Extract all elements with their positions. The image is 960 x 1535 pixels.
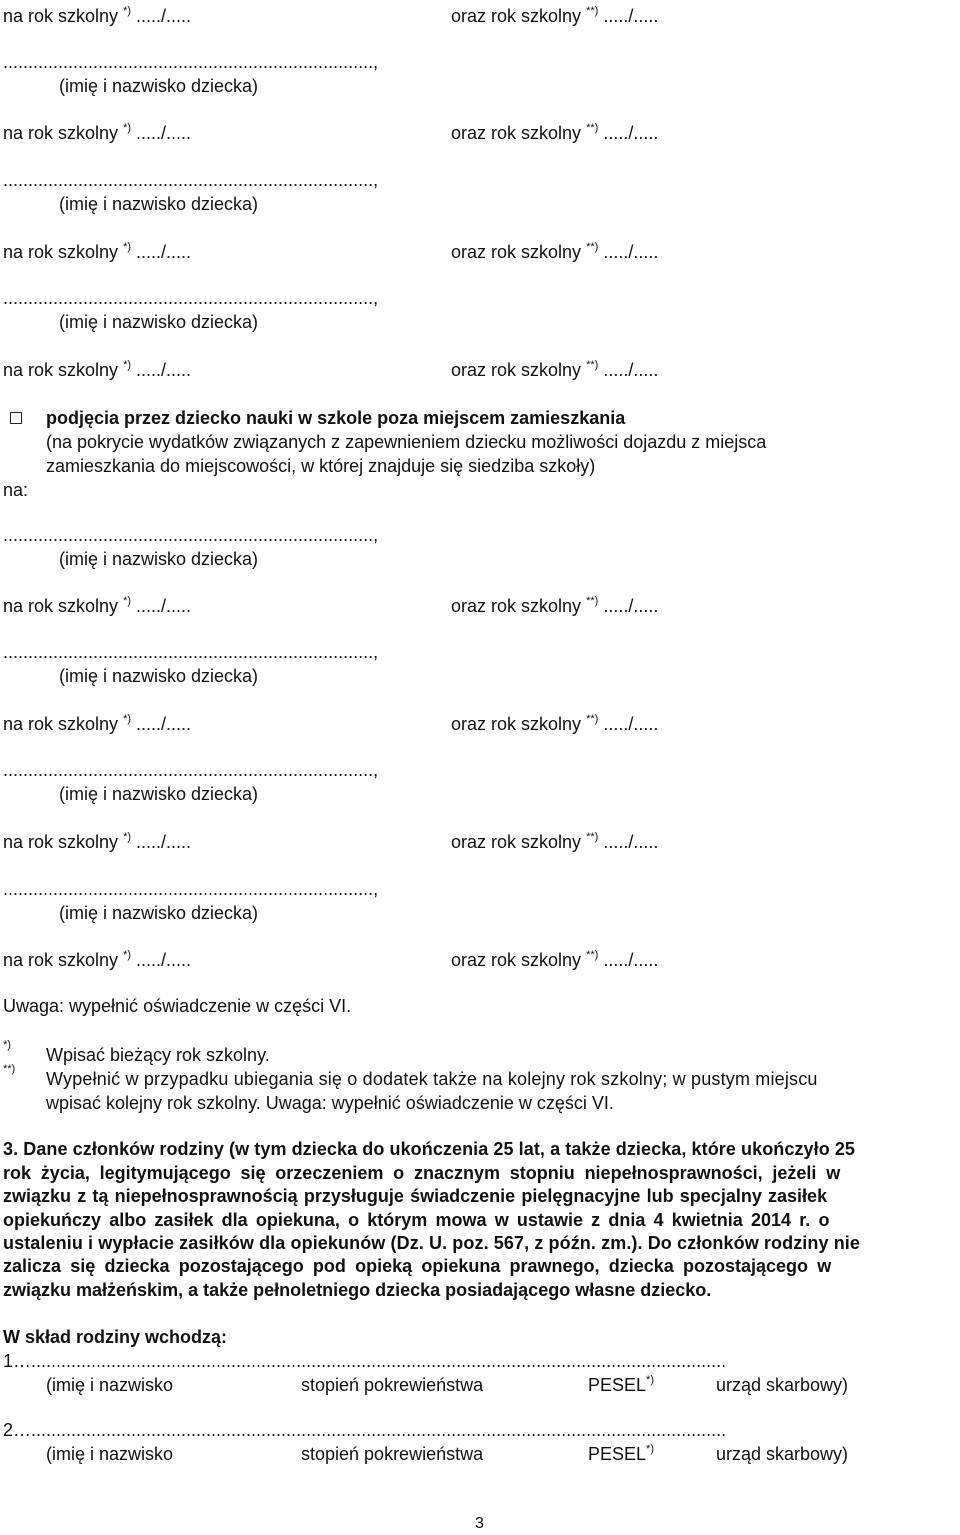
name-dots: .........................................................................., <box>3 760 379 780</box>
name-label: (imię i nazwisko dziecka) <box>59 784 259 804</box>
point-3-line: opiekuńczy albo zasiłek dla opiekuna, o którym mowa w ustawie z dnia 4 kwietnia 2014 r. o <box>3 1210 830 1230</box>
next-year-row: oraz rok szkolny **) ...../..... <box>451 595 659 616</box>
point-3-line: związku małżeńskim, a także pełnoletniego dziecka posiadającego własne dziecko. <box>3 1280 712 1300</box>
year-row: na rok szkolny *) ...../..... <box>3 949 192 970</box>
na-label: na: <box>3 480 29 500</box>
point-3-line: ustaleniu i wypłacie zasiłków dla opiekunów (Dz. U. poz. 567, z późn. zm.). Do członków rodziny nie <box>3 1233 861 1253</box>
next-year-row: oraz rok szkolny **) ...../..... <box>451 713 659 734</box>
point-3-line: 3. Dane członków rodziny (w tym dziecka do ukończenia 25 lat, a także dziecka, które ukończyło 25 <box>3 1139 856 1159</box>
point-3-line: zalicza się dziecka pozostającego pod opieką opiekuna prawnego, dziecka pozostającego w <box>3 1256 832 1276</box>
col-pesel-label: PESEL*) <box>588 1443 654 1464</box>
col-relation-label: stopień pokrewieństwa <box>301 1375 484 1395</box>
name-label: (imię i nazwisko dziecka) <box>59 666 259 686</box>
family-entry-1: 1…........................................................................................................................................... <box>3 1351 727 1371</box>
footnote-mark-1: *) <box>3 1039 11 1051</box>
name-label: (imię i nazwisko dziecka) <box>59 549 259 569</box>
section-description-line1: (na pokrycie wydatków związanych z zapewnieniem dziecku możliwości dojazdu z miejsca <box>46 432 767 452</box>
footnote-text-1: Wpisać bieżący rok szkolny. <box>46 1045 270 1065</box>
footnote-mark-2: **) <box>3 1063 16 1075</box>
family-entry-2: 2…........................................................................................................................................... <box>3 1420 727 1440</box>
year-row: na rok szkolny *) ...../..... <box>3 595 192 616</box>
col-tax-office-label: urząd skarbowy) <box>716 1375 849 1395</box>
footnote-text-2-line1: Wypełnić w przypadku ubiegania się o dodatek także na kolejny rok szkolny; w pustym miejscu <box>46 1069 818 1089</box>
next-year-row: oraz rok szkolny **) ...../..... <box>451 359 659 380</box>
family-heading: W skład rodziny wchodzą: <box>3 1327 228 1347</box>
name-dots: .........................................................................., <box>3 52 379 72</box>
name-dots: .........................................................................., <box>3 525 379 545</box>
page-number: 3 <box>475 1515 484 1532</box>
col-pesel-label: PESEL*) <box>588 1374 654 1395</box>
next-year-row: oraz rok szkolny **) ...../..... <box>451 5 659 26</box>
point-3-line: rok życia, legitymującego się orzeczeniem o znacznym stopniu niepełnosprawności, jeżeli w <box>3 1163 841 1183</box>
footnote-text-2-line2: wpisać kolejny rok szkolny. Uwaga: wypełnić oświadczenie w części VI. <box>46 1093 614 1113</box>
col-name-label: (imię i nazwisko <box>46 1375 174 1395</box>
next-year-row: oraz rok szkolny **) ...../..... <box>451 831 659 852</box>
col-name-label: (imię i nazwisko <box>46 1444 174 1464</box>
name-dots: .........................................................................., <box>3 170 379 190</box>
section-heading: podjęcia przez dziecko nauki w szkole poza miejscem zamieszkania <box>46 408 626 428</box>
name-label: (imię i nazwisko dziecka) <box>59 194 259 214</box>
year-row: na rok szkolny *) ...../..... <box>3 5 192 26</box>
col-tax-office-label: urząd skarbowy) <box>716 1444 849 1464</box>
year-row: na rok szkolny *) ...../..... <box>3 831 192 852</box>
section-description-line2: zamieszkania do miejscowości, w której znajduje się siedziba szkoły) <box>46 456 596 476</box>
year-row: na rok szkolny *) ...../..... <box>3 359 192 380</box>
school-commute-checkbox[interactable] <box>10 412 22 424</box>
year-row: na rok szkolny *) ...../..... <box>3 713 192 734</box>
uwaga-note: Uwaga: wypełnić oświadczenie w części VI. <box>3 996 352 1016</box>
next-year-row: oraz rok szkolny **) ...../..... <box>451 122 659 143</box>
point-3-line: związku z tą niepełnosprawnością przysługuje świadczenie pielęgnacyjne lub specjalny zasiłek <box>3 1186 828 1206</box>
name-label: (imię i nazwisko dziecka) <box>59 76 259 96</box>
year-row: na rok szkolny *) ...../..... <box>3 122 192 143</box>
name-dots: .........................................................................., <box>3 288 379 308</box>
next-year-row: oraz rok szkolny **) ...../..... <box>451 241 659 262</box>
name-label: (imię i nazwisko dziecka) <box>59 903 259 923</box>
name-dots: .........................................................................., <box>3 642 379 662</box>
name-dots: .........................................................................., <box>3 879 379 899</box>
name-label: (imię i nazwisko dziecka) <box>59 312 259 332</box>
next-year-row: oraz rok szkolny **) ...../..... <box>451 949 659 970</box>
year-row: na rok szkolny *) ...../..... <box>3 241 192 262</box>
col-relation-label: stopień pokrewieństwa <box>301 1444 484 1464</box>
